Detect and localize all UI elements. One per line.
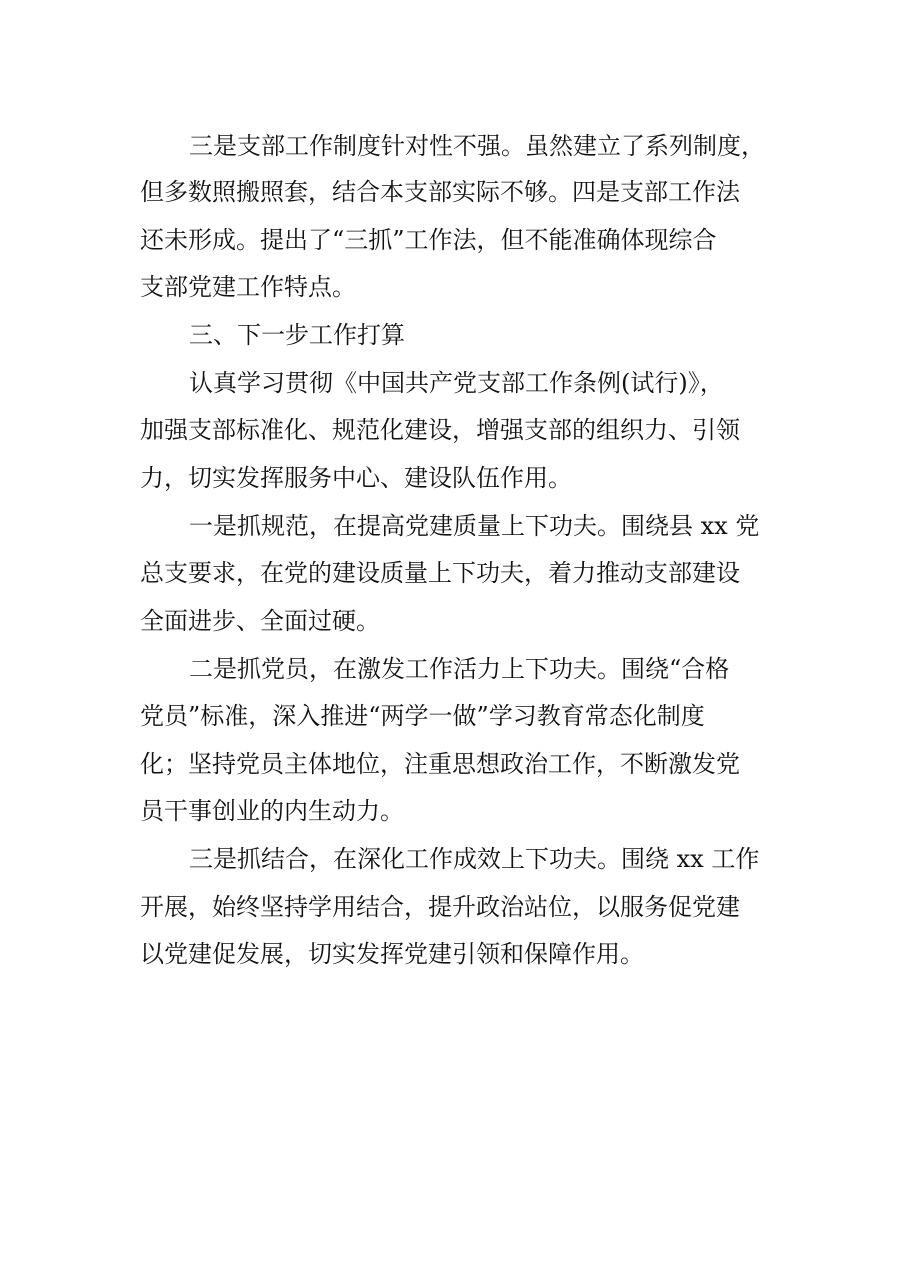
paragraph-3-line-1: 认真学习贯彻《中国共产党支部工作条例(试行)》， (189, 369, 724, 397)
paragraph-1-line-2: 但多数照搬照套，结合本支部实际不够。四是支部工作法 (140, 178, 740, 206)
paragraph-6-line-3: 以党建促发展，切实发挥党建引领和保障作用。 (140, 940, 644, 968)
paragraph-6-line-1: 三是抓结合，在深化工作成效上下功夫。围绕 xx 工作 (189, 845, 760, 873)
paragraph-1-line-3: 还未形成。提出了“三抓”工作法，但不能准确体现综合 (140, 226, 717, 254)
paragraph-1-line-4: 支部党建工作特点。 (140, 273, 356, 301)
paragraph-4-line-2: 总支要求，在党的建设质量上下功夫，着力推动支部建设 (140, 559, 740, 587)
paragraph-5-line-3: 化；坚持党员主体地位，注重思想政治工作，不断激发党 (140, 750, 740, 778)
paragraph-3-line-3: 力，切实发挥服务中心、建设队伍作用。 (140, 464, 572, 492)
section-heading: 三、下一步工作打算 (189, 321, 405, 349)
paragraph-6-line-2: 开展，始终坚持学用结合，提升政治站位，以服务促党建 (140, 893, 740, 921)
paragraph-4-line-1: 一是抓规范，在提高党建质量上下功夫。围绕县 xx 党 (189, 512, 760, 540)
paragraph-1-line-1: 三是支部工作制度针对性不强。虽然建立了系列制度， (189, 132, 765, 160)
paragraph-3-line-2: 加强支部标准化、规范化建设，增强支部的组织力、引领 (140, 416, 740, 444)
paragraph-4-line-3: 全面进步、全面过硬。 (140, 607, 380, 635)
paragraph-5-line-1: 二是抓党员，在激发工作活力上下功夫。围绕“合格 (189, 655, 730, 683)
paragraph-5-line-2: 党员”标准，深入推进“两学一做”学习教育常态化制度 (140, 702, 705, 730)
paragraph-5-line-4: 员干事创业的内生动力。 (140, 797, 404, 825)
